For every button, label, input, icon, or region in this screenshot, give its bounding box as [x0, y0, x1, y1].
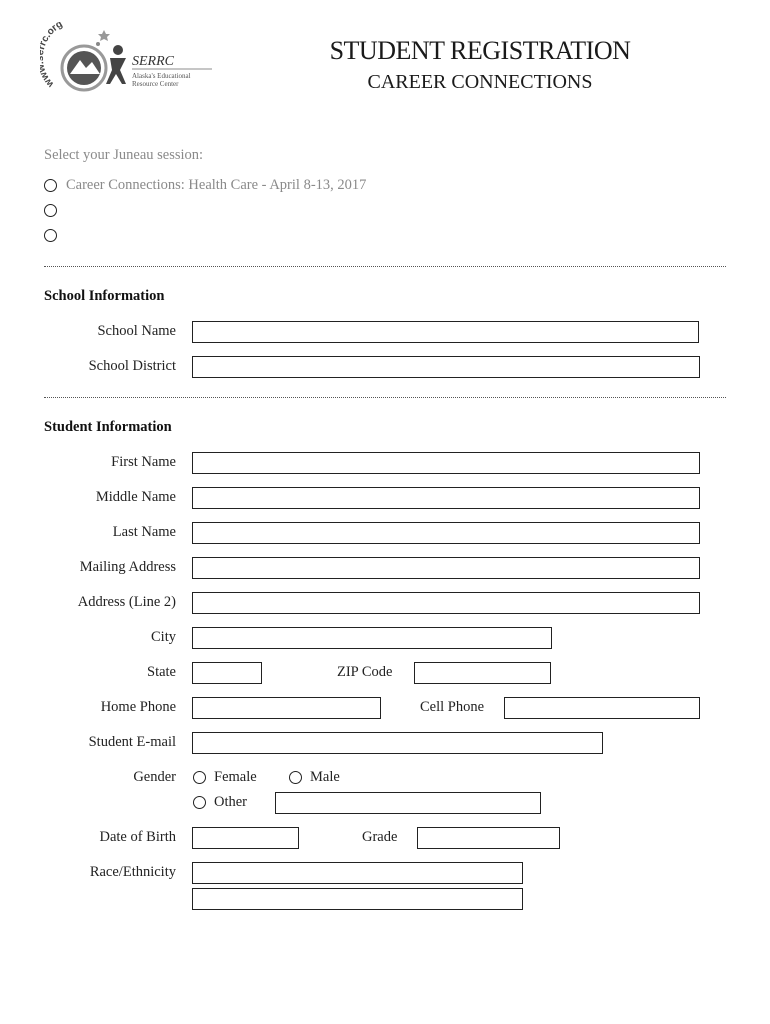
gender-other-label: Other — [214, 794, 248, 810]
date-of-birth-label: Date of Birth — [99, 829, 176, 845]
gender-label: Gender — [133, 769, 176, 785]
svg-text:www.serrc.org: w c.org — [40, 22, 65, 90]
form-title: STUDENT REGISTRATION — [329, 36, 631, 65]
race-ethnicity-field-2[interactable] — [192, 888, 523, 910]
state-field[interactable] — [192, 662, 262, 684]
cell-phone-field[interactable] — [504, 697, 700, 719]
school-district-field[interactable] — [192, 356, 700, 378]
home-phone-field[interactable] — [192, 697, 381, 719]
section-divider — [44, 266, 726, 267]
last-name-label: Last Name — [112, 524, 176, 540]
address-line2-field[interactable] — [192, 592, 700, 614]
grade-field[interactable] — [417, 827, 560, 849]
cell-phone-label: Cell Phone — [420, 699, 485, 715]
session-radio-2[interactable] — [44, 204, 57, 217]
session-option-1-label: Career Connections: Health Care - April 8-13, 2017 — [66, 177, 367, 193]
session-radio-3[interactable] — [44, 229, 57, 242]
date-of-birth-field[interactable] — [192, 827, 299, 849]
zip-code-label: ZIP Code — [337, 664, 393, 680]
gender-other-radio[interactable] — [193, 796, 206, 809]
gender-male-label: Male — [310, 769, 340, 785]
svg-text:Resource Center: Resource Center — [132, 80, 179, 88]
session-prompt: Select your Juneau session: — [44, 147, 204, 163]
gender-female-label: Female — [214, 769, 257, 785]
gender-female-radio[interactable] — [193, 771, 206, 784]
middle-name-label: Middle Name — [95, 489, 176, 505]
first-name-label: First Name — [111, 454, 176, 470]
first-name-field[interactable] — [192, 452, 700, 474]
section-divider — [44, 397, 726, 398]
home-phone-label: Home Phone — [100, 699, 176, 715]
school-name-label: School Name — [97, 323, 176, 339]
student-info-heading: Student Information — [44, 419, 172, 435]
gender-male-radio[interactable] — [289, 771, 302, 784]
student-email-field[interactable] — [192, 732, 603, 754]
address-line2-label: Address (Line 2) — [77, 594, 176, 610]
state-label: State — [147, 664, 176, 680]
grade-label: Grade — [362, 829, 398, 845]
form-subtitle: CAREER CONNECTIONS — [367, 71, 593, 93]
zip-code-field[interactable] — [414, 662, 551, 684]
city-label: City — [151, 629, 176, 645]
svg-text:Alaska's Educational: Alaska's Educational — [132, 72, 191, 80]
school-district-label: School District — [88, 358, 176, 374]
session-radio-1[interactable] — [44, 179, 57, 192]
race-ethnicity-field-1[interactable] — [192, 862, 523, 884]
student-email-label: Student E-mail — [88, 734, 176, 750]
last-name-field[interactable] — [192, 522, 700, 544]
middle-name-field[interactable] — [192, 487, 700, 509]
svg-text:SERRC: SERRC — [132, 54, 174, 69]
gender-other-field[interactable] — [275, 792, 541, 814]
race-ethnicity-label: Race/Ethnicity — [89, 864, 176, 880]
serrc-logo — [40, 22, 220, 102]
mailing-address-field[interactable] — [192, 557, 700, 579]
mailing-address-label: Mailing Address — [79, 559, 176, 575]
city-field[interactable] — [192, 627, 552, 649]
school-name-field[interactable] — [192, 321, 699, 343]
school-info-heading: School Information — [44, 288, 165, 304]
